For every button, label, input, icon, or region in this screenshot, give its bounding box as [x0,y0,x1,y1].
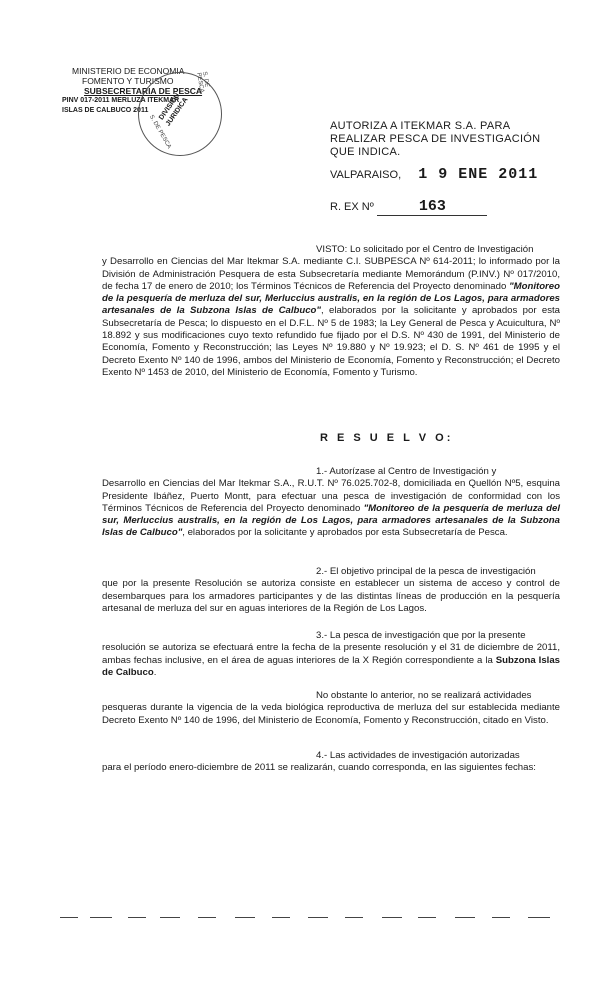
item-4-text: para el período enero-diciembre de 2011 se realizarán, cuando corresponda, en las siguientes fechas: [102,762,536,774]
visto-text-rest: , elaborados por la solicitante y aprobados por esta Subsecretaría de Pesca; lo dispuesto en el D.F.L. Nº 5 de 1983; la Ley General de Pesca y Acuicultura, Nº 18.892 y sus modificaciones cuyo texto refundido fue fijado por el D.S. Nº 430 de 1991, del Ministerio de Economía, Fomento y Reconstrucción; las Leyes Nº 19.880 y Nº 19.923; el D. S. Nº 461 de 1995 y el Decreto Exento Nº 140 de 1996, ambos del Ministerio de Economía, Fomento y Reconstrucción; el Decreto Exento Nº 1453 de 2010, del Ministerio de Economía, Fomento y Turismo. [102,305,560,378]
rex-number: 163 [377,198,487,216]
ministry-name: MINISTERIO DE ECONOMIA [72,66,185,76]
stamp-arc-right: S. DE PESCA [195,71,210,94]
ministry-name-2: FOMENTO Y TURISMO [82,76,174,86]
stamp-arc-left: S. DE PESCA [147,114,172,150]
resolution-number-line [330,198,487,216]
item-2 [102,566,560,615]
item-1-lead: 1.- Autorízase al Centro de Investigación y [316,466,497,477]
item-3-text: resolución se autoriza se efectuará entre la fecha de la presente resolución y el 31 de diciembre de 2011, ambas fechas inclusive, en el área de aguas interiores de la X Región correspondiente a la [102,642,560,666]
reference-code: PINV 017-2011 MERLUZA ITEKMAR [62,97,180,104]
reference-code-2: ISLAS DE CALBUCO 2011 [62,107,149,114]
subsecretaria-name: SUBSECRETARIA DE PESCA [84,86,203,96]
visto-paragraph [102,244,560,379]
resuelvo-heading: R E S U E L V O: [320,432,454,444]
juridical-stamp [138,72,222,156]
item-2-text: que por la presente Resolución se autoriza consiste en establecer un sistema de acceso y control de desembarques para los armadores participantes y de las distintas líneas de producción en la pesquería artesanal de merluza del sur en aguas interiores de la Región de Los Lagos. [102,578,560,614]
visto-text: y Desarrollo en Ciencias del Mar Itekmar S.A. mediante C.I. SUBPESCA Nº 614-2011; lo informado por la División de Administración Pesquera de esta Subsecretaría mediante Memorándum (P.INV.) Nº 017/2010, de fecha 17 de enero de 2010; los Términos Técnicos de Referencia del Proyecto denominado [102,256,560,292]
item-1-text: Desarrollo en Ciencias del Mar Itekmar S.A., R.U.T. Nº 76.025.702-8, domiciliada en Quellón Nº5, esquina Presidente Ibáñez, Puerto Montt, para efectuar una pesca de investigación de conformidad con los Términos Técnicos de Referencia del Proyecto denominado [102,478,560,514]
item-3-note-text: pesqueras durante la vigencia de la veda biológica reproductiva de merluza del sur establecida mediante Decreto Exento Nº 140 de 1996, del Ministerio de Economía, Fomento y Reconstrucción, citado en Visto. [102,702,560,726]
rex-label: R. EX Nº [330,201,374,213]
stamp-center-text: DIVISION JURIDICA [158,92,190,128]
date-line [330,166,538,183]
visto-lead: VISTO: Lo solicitado por el Centro de Investigación [316,244,534,255]
item-3 [102,630,560,679]
item-3-note [102,690,560,727]
item-1 [102,466,560,540]
item-1-project-name: "Monitoreo de la pesquería de merluza del sur, Merluccius australis, en la región de Los Lagos, para armadores artesanales de la Subzona Islas de Calbuco" [102,502,560,539]
item-2-lead: 2.- El objetivo principal de la pesca de investigación [316,566,536,577]
item-4 [102,750,560,775]
item-4-lead: 4.- Las actividades de investigación autorizadas [316,750,520,761]
visto-project-name: "Monitoreo de la pesquería de merluza del sur, Merluccius australis, en la región de Los Lagos, para armadores artesanales de la Subzona Islas de Calbuco" [102,280,560,317]
item-3-note-lead: No obstante lo anterior, no se realizará actividades [316,690,532,701]
item-3-end: . [153,666,157,678]
date-city: VALPARAISO, [330,169,402,181]
date-stamp: 1 9 ENE 2011 [418,166,539,183]
item-3-zone: Subzona Islas de Calbuco [102,654,560,678]
item-1-rest: , elaborados por la solicitante y aprobados por esta Subsecretaría de Pesca. [182,527,508,539]
item-3-lead: 3.- La pesca de investigación que por la presente [316,630,526,641]
table-border-fragment [60,917,560,927]
resolution-title: AUTORIZA A ITEKMAR S.A. PARA REALIZAR PESCA DE INVESTIGACIÓN QUE INDICA. [330,120,541,158]
